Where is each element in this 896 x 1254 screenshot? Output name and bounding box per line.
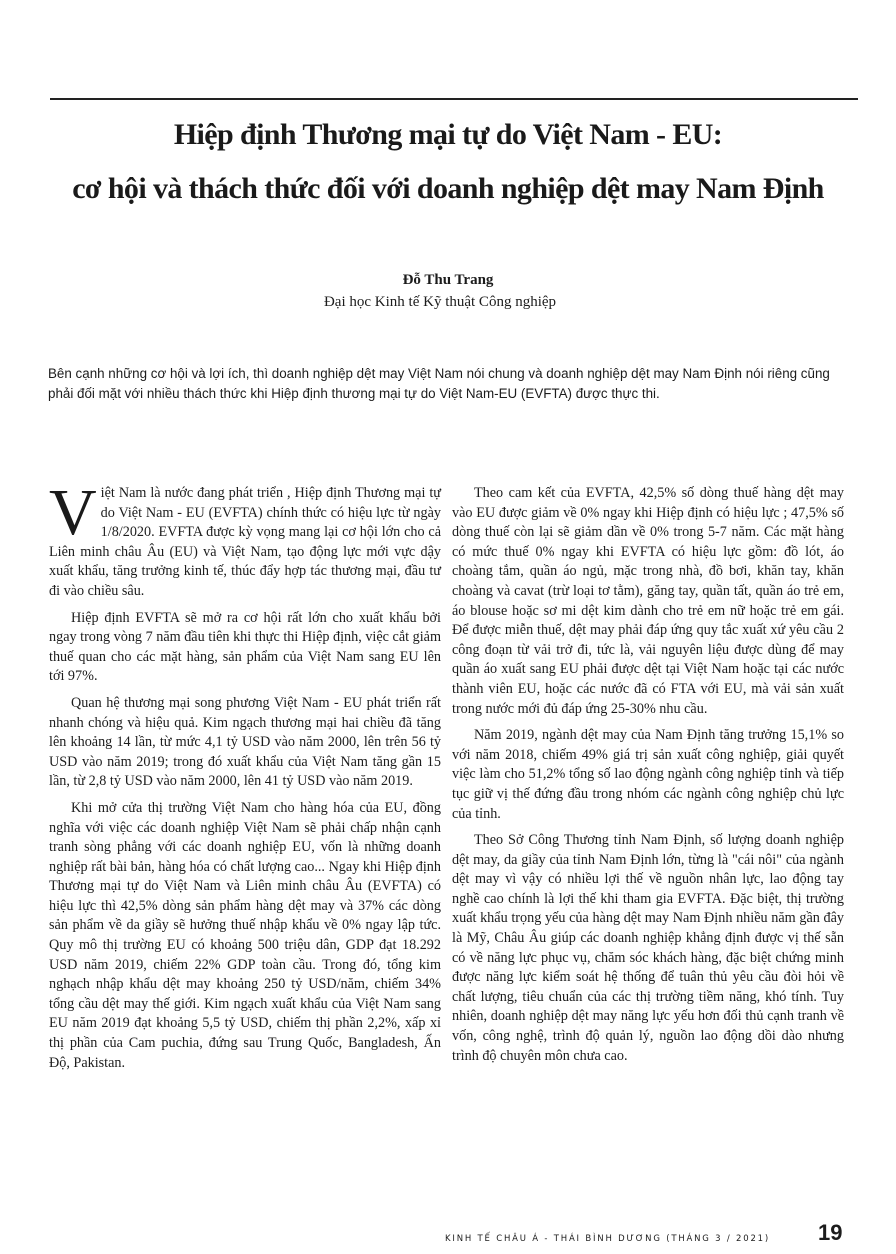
paragraph: Năm 2019, ngành dệt may của Nam Định tăng trưởng 15,1% so với năm 2018, chiếm 49% giá trị sản xuất công nghiệp, giải quyết việc làm cho 51,2% tổng số lao động ngành công nghiệp tỉnh và tiếp tục giữ vị thế đứng đầu trong nhóm các ngành công nghiệp chủ lực của tỉnh. [452, 727, 844, 822]
author-affiliation: Đại học Kinh tế Kỹ thuật Công nghiệp [323, 294, 557, 310]
paragraph: Quan hệ thương mại song phương Việt Nam - EU phát triển rất nhanh chóng và hiệu quả. Kim ngạch thương mại hai chiều đã tăng lên khoảng 14 lần, từ mức 4,1 tỷ USD vào năm 2000, lên trên 56 tỷ USD vào năm 2019; trong đó xuất khẩu của Việt Nam tăng gần 15 lần, từ 2,8 tỷ USD vào năm 2000, lên 41 tỷ USD vào năm 2019. [49, 694, 441, 790]
paragraph: Theo cam kết của EVFTA, 42,5% số dòng thuế hàng dệt may vào EU được giảm về 0% ngay khi Hiệp định có hiệu lực ; 47,5% số dòng thuế còn lại sẽ giảm dần về 0% trong 5-7 năm. Các mặt hàng có mức thuế 0% ngay khi EVFTA có hiệu lực gồm: đồ lót, áo choàng tắm, quần áo ngủ, mặc trong nhà, đồ bơi, khăn tay, khăn choàng và cavat (trừ loại tơ tằm), găng tay, quần tất, quần áo trẻ em, áo blouse hoặc sơ mi dệt kim dành cho trẻ em nữ hoặc trẻ em gái. Để được miễn thuế, dệt may phải đáp ứng quy tắc xuất xứ yêu cầu 2 công đoạn từ vải trở đi, tức là, vải nguyên liệu được dùng để may quần áo xuất sang EU phải được dệt tại Việt Nam hoặc tại các nước thành viên EU, hoặc các nước đã có FTA với EU, mà vải sản xuất trong nước mới đủ đáp ứng 25-30% nhu cầu. [452, 485, 844, 717]
paragraph: Khi mở cửa thị trường Việt Nam cho hàng hóa của EU, đồng nghĩa với việc các doanh nghiệp Việt Nam sẽ phải chấp nhận cạnh tranh sòng phẳng với các doanh nghiệp EU, vốn là những doanh nghiệp rất bài bản, hàng hóa có chất lượng cao... Ngay khi Hiệp định Thương mại tự do Việt Nam và Liên minh châu Âu (EVFTA) có hiệu lực thì 42,5% dòng sản phẩm hàng dệt may và 37% các dòng sản phẩm về da giầy sẽ hưởng thuế nhập khẩu về 0% ngay lập tức. Quy mô thị trường EU có khoảng 500 triệu dân, GDP đạt 18.292 USD năm 2019, chiếm 22% GDP toàn cầu. Trong đó, tổng kim nghạch nhập khẩu dệt may khoảng 250 tỷ USD/năm, chiếm 34% tổng cầu dệt may thế giới. Kim ngạch xuất khẩu của Việt Nam sang EU năm 2019 đạt khoảng 5,5 tỷ USD, chiếm thị phần 2,2%, xấp xỉ thị phần của Cam puchia, đứng sau Trung Quốc, Bangladesh, Ấn Độ, Pakistan. [49, 799, 441, 1071]
paragraph-text: iệt Nam là nước đang phát triển , Hiệp định Thương mại tự do Việt Nam - EU (EVFTA) chính thức có hiệu lực từ ngày 1/8/2020. EVFTA được kỳ vọng mang lại cơ hội lớn cho cả Liên minh châu Âu (EU) và Việt Nam, tạo động lực mới vực dậy xuất khẩu, tăng trưởng kinh tế, thúc đẩy hợp tác thương mại, đầu tư đi vào chiều sâu. [49, 485, 441, 599]
article-title-line-2: cơ hội và thách thức đối với doanh nghiệp dệt may Nam Định [72, 172, 824, 205]
author-name: Đỗ Thu Trang [402, 272, 494, 288]
abstract: Bên cạnh những cơ hội và lợi ích, thì doanh nghiệp dệt may Việt Nam nói chung và doanh nghiệp dệt may Nam Định nói riêng cũng phải đối mặt với nhiều thách thức khi Hiệp định thương mại tự do Việt Nam-EU (EVFTA) được thực thi. [48, 366, 830, 401]
paragraph: Theo Sở Công Thương tỉnh Nam Định, số lượng doanh nghiệp dệt may, da giầy của tỉnh Nam Định lớn, từng là "cái nôi" của ngành dệt may vì vậy có nhiều lợi thế về nguồn nhân lực, lao động tay nghề cao chính là lợi thế khi tham gia EVFTA. Đặc biệt, thị trường xuất khẩu trọng yếu của hàng dệt may Nam Định nhiều năm gần đây là Mỹ, Châu Âu giúp các doanh nghiệp khẳng định được vị thế sẵn có về năng lực phục vụ, chăm sóc khách hàng, đặc biệt chứng minh được năng lực kiểm soát hệ thống để tuân thủ yêu cầu đòi hỏi về chất lượng, tiêu chuẩn của các thị trường tiềm năng, khó tính. Tuy nhiên, doanh nghiệp dệt may năng lực yếu hơn đối thủ cạnh tranh về vốn, công nghệ, trình độ quản lý, nguồn lao động dồi dào nhưng trình độ chuyên môn chưa cao. [452, 832, 844, 1064]
paragraph: Hiệp định EVFTA sẽ mở ra cơ hội rất lớn cho xuất khẩu bởi ngay trong vòng 7 năm đầu tiên khi thực thi Hiệp định, việc cắt giảm thuế quan cho các mặt hàng, sản phẩm của Việt Nam sang EU lên tới 97%. [49, 609, 441, 685]
left-column [49, 476, 441, 1080]
journal-footer: KINH TẾ CHÂU Á - THÁI BÌNH DƯƠNG (THÁNG 3 / 2021) [445, 1234, 770, 1244]
article-title-line-1: Hiệp định Thương mại tự do Việt Nam - EU: [173, 118, 723, 151]
page-number: 19 [818, 1220, 843, 1245]
paragraph [49, 476, 441, 602]
drop-cap: V [49, 476, 97, 549]
right-column [452, 484, 844, 1073]
header-rule [50, 98, 858, 100]
